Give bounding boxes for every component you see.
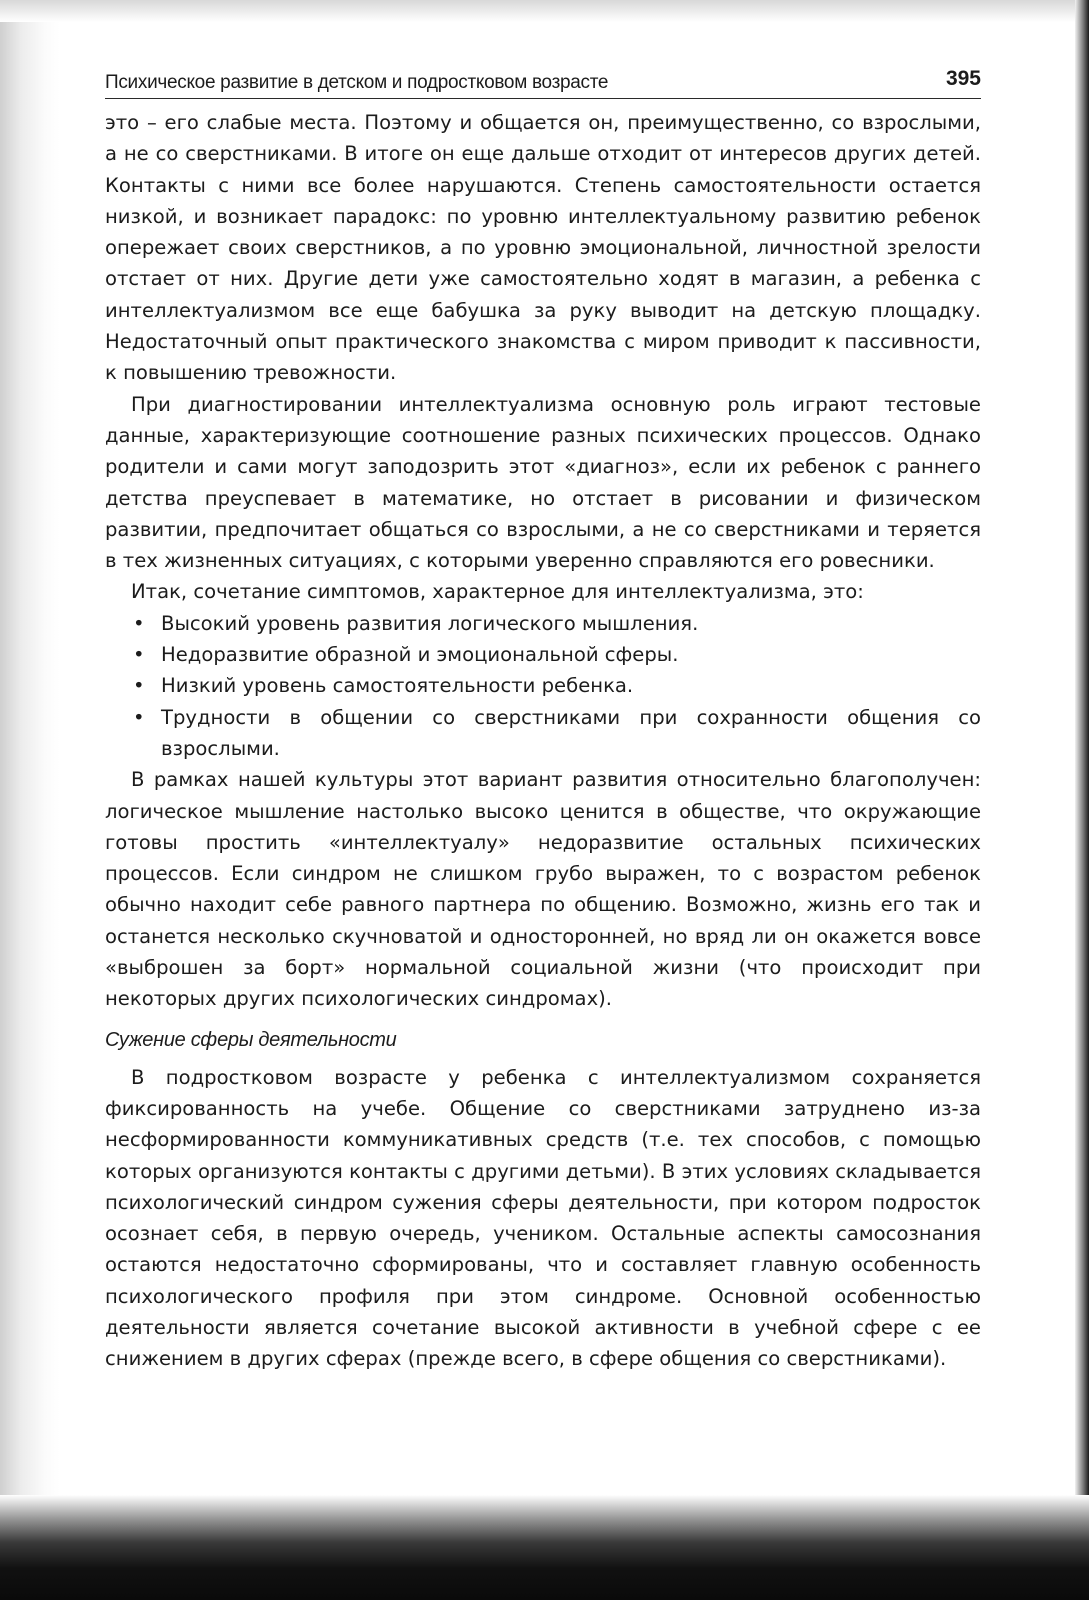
symptom-list xyxy=(105,608,981,764)
paragraph-section: В подростковом возрасте у ребенка с интеллектуализмом сохраняется фиксированность на учебе. Общение со сверстниками затруднено из-за несформированности коммуникативных средств (т.е. тех способов, с помощью которых организуются контакты с другими детьми). В этих условиях складывается психологический синдром сужения сферы деятельности, при котором подросток осознает себя, в первую очередь, учеником. Остальные аспекты самосознания остаются недостаточно сформированы, что и составляет главную особенность психологического профиля при этом синдроме. Основной особенностью деятельности является сочетание высокой активности в учебной сфере с ее снижением в других сферах (прежде всего, в сфере общения со сверстниками). xyxy=(105,1065,981,1371)
page-body xyxy=(105,107,981,1375)
list-item: • Трудности в общении со сверстниками при сохранности общения со взрослыми. xyxy=(105,702,981,765)
scan-shadow-left xyxy=(0,0,60,1600)
paragraph-symptoms-intro: Итак, сочетание симптомов, характерное для интеллектуализма, это: xyxy=(131,580,864,604)
section-heading: Сужение сферы деятельности xyxy=(105,1028,397,1051)
paragraph-diagnosis: При диагностировании интеллектуализма основную роль играют тестовые данные, характеризующие соотношение разных психических процессов. Однако родители и сами могут заподозрить этот «диагноз», если их ребенок с раннего детства преуспевает в математике, но отстает в рисовании и физическом развитии, предпочитает общаться со взрослыми, а не со сверстниками и теряется в тех жизненных ситуациях, с которыми уверенно справляются его ровесники. xyxy=(105,392,981,573)
scan-shadow-top xyxy=(0,0,1089,22)
running-title: Психическое развитие в детском и подростковом возрасте xyxy=(105,72,609,93)
scan-shadow-bottom xyxy=(0,1495,1089,1600)
paragraph-continuation: это – его слабые места. Поэтому и общается он, преимущественно, со взрослыми, а не со сверстниками. В итоге он еще дальше отходит от интересов других детей. Контакты с ними все более нарушаются. Степень самостоятельности остается низкой, и возникает парадокс: по уровню интеллектуальному развитию ребенок опережает своих сверстников, а по уровню эмоциональной, личностной зрелости отстает от них. Другие дети уже самостоятельно ходят в магазин, а ребенка с интеллектуализмом все еще бабушка за руку выводит на детскую площадку. Недостаточный опыт практического знакомства с миром приводит к пассивности, к повышению тревожности. xyxy=(105,111,981,385)
running-header xyxy=(105,62,981,99)
page-number: 395 xyxy=(945,67,981,90)
list-item: • Недоразвитие образной и эмоциональной сферы. xyxy=(105,639,981,670)
scan-shadow-right xyxy=(1075,0,1089,1600)
paragraph-culture: В рамках нашей культуры этот вариант развития относительно благополучен: логическое мышление настолько высоко ценится в обществе, что окружающие готовы простить «интеллектуалу» недоразвитие остальных психических процессов. Если синдром не слишком грубо выражен, то с возрастом ребенок обычно находит себе равного партнера по общению. Возможно, жизнь его так и останется несколько скучноватой и односторонней, но вряд ли он окажется вовсе «выброшен за борт» нормальной социальной жизни (что происходит при некоторых других психологических синдромах). xyxy=(105,768,981,1011)
book-page xyxy=(105,62,981,1375)
list-item: • Высокий уровень развития логического мышления. xyxy=(105,608,981,639)
list-item: • Низкий уровень самостоятельности ребенка. xyxy=(105,670,981,701)
